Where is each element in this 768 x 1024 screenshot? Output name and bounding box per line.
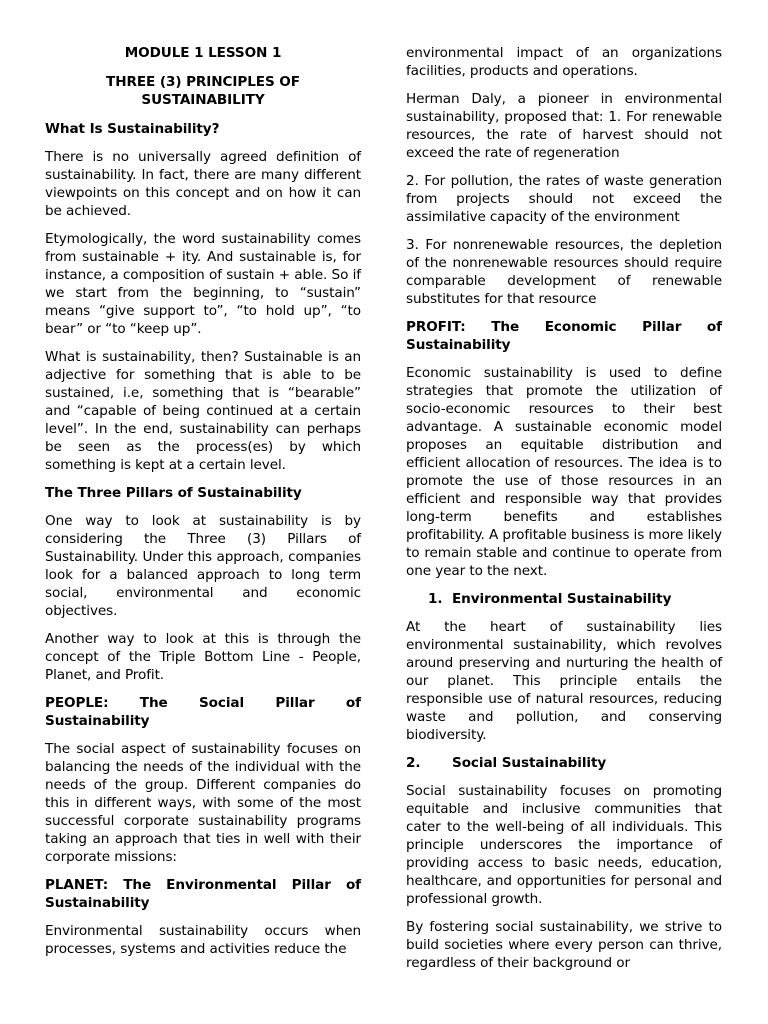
paragraph: Social sustainability focuses on promoting equitable and inclusive communities that cater to the well-being of all individuals. This principle underscores the importance of providing access to basic needs, education, healthcare, and opportunities for personal and professional growth. [406, 783, 722, 907]
paragraph: Herman Daly, a pioneer in environmental sustainability, proposed that: 1. For renewable resources, the rate of harvest should not exceed the rate of regeneration [406, 91, 722, 161]
module-title: MODULE 1 LESSON 1 [124, 45, 282, 61]
paragraph: Another way to look at this is through the concept of the Triple Bottom Line - People, Planet, and Profit. [45, 631, 361, 683]
heading-people-pillar: PEOPLE: The Social Pillar of Sustainability [45, 695, 361, 729]
paragraph: 3. For nonrenewable resources, the depletion of the nonrenewable resources should require comparable development of renewable substitutes for that resource [406, 237, 722, 307]
paragraph: 2. For pollution, the rates of waste generation from projects should not exceed the assimilative capacity of the environment [406, 173, 722, 225]
heading-planet-pillar: PLANET: The Environmental Pillar of Sustainability [45, 877, 361, 911]
right-column [406, 44, 722, 982]
paragraph: Economic sustainability is used to define strategies that promote the utilization of socio-economic resources to their best advantage. A sustainable economic model proposes an equitable distribution and efficient allocation of resources. The idea is to promote the use of those resources in an efficient and responsible way that provides long-term benefits and establishes profitability. A profitable business is more likely to remain stable and continue to operate from one year to the next. [406, 365, 722, 579]
heading-profit-pillar: PROFIT: The Economic Pillar of Sustainability [406, 319, 722, 353]
paragraph: The social aspect of sustainability focuses on balancing the needs of the individual with the needs of the group. Different companies do this in different ways, with some of the most successful corporate sustainability programs taking an approach that ties in well with their corporate missions: [45, 741, 361, 865]
paragraph: At the heart of sustainability lies environmental sustainability, which revolves around preserving and nurturing the health of our planet. This principle entails the responsible use of natural resources, reducing waste and pollution, and conserving biodiversity. [406, 619, 722, 743]
paragraph: By fostering social sustainability, we strive to build societies where every person can thrive, regardless of their background or [406, 919, 722, 971]
paragraph: One way to look at sustainability is by considering the Three (3) Pillars of Sustainability. Under this approach, companies look for a balanced approach to long term social, environmental and economic objectives. [45, 513, 361, 619]
list-number: 1. [428, 591, 443, 607]
paragraph: Etymologically, the word sustainability comes from sustainable + ity. And sustainable is, for instance, a composition of sustain + able. So if we start from the beginning, to “sustain” means “give support to”, “to hold up”, “to bear” or “to “keep up”. [45, 231, 361, 337]
lesson-title: THREE (3) PRINCIPLES OF SUSTAINABILITY [106, 74, 300, 108]
paragraph: environmental impact of an organizations facilities, products and operations. [406, 45, 722, 79]
left-column [45, 44, 361, 968]
heading-environmental-sustainability [406, 590, 722, 608]
paragraph: Environmental sustainability occurs when processes, systems and activities reduce the [45, 923, 361, 957]
heading-text: Environmental Sustainability [452, 591, 672, 607]
heading-text: Social Sustainability [452, 755, 607, 771]
heading-social-sustainability [406, 754, 722, 772]
list-number: 2. [406, 755, 421, 771]
heading-what-is-sustainability: What Is Sustainability? [45, 121, 220, 137]
heading-three-pillars: The Three Pillars of Sustainability [45, 485, 302, 501]
paragraph: There is no universally agreed definition of sustainability. In fact, there are many different viewpoints on this concept and on how it can be achieved. [45, 149, 361, 219]
paragraph: What is sustainability, then? Sustainable is an adjective for something that is able to be sustained, i.e, something that is “bearable” and “capable of being continued at a certain level”. In the end, sustainability can perhaps be seen as the process(es) by which something is kept at a certain level. [45, 349, 361, 473]
